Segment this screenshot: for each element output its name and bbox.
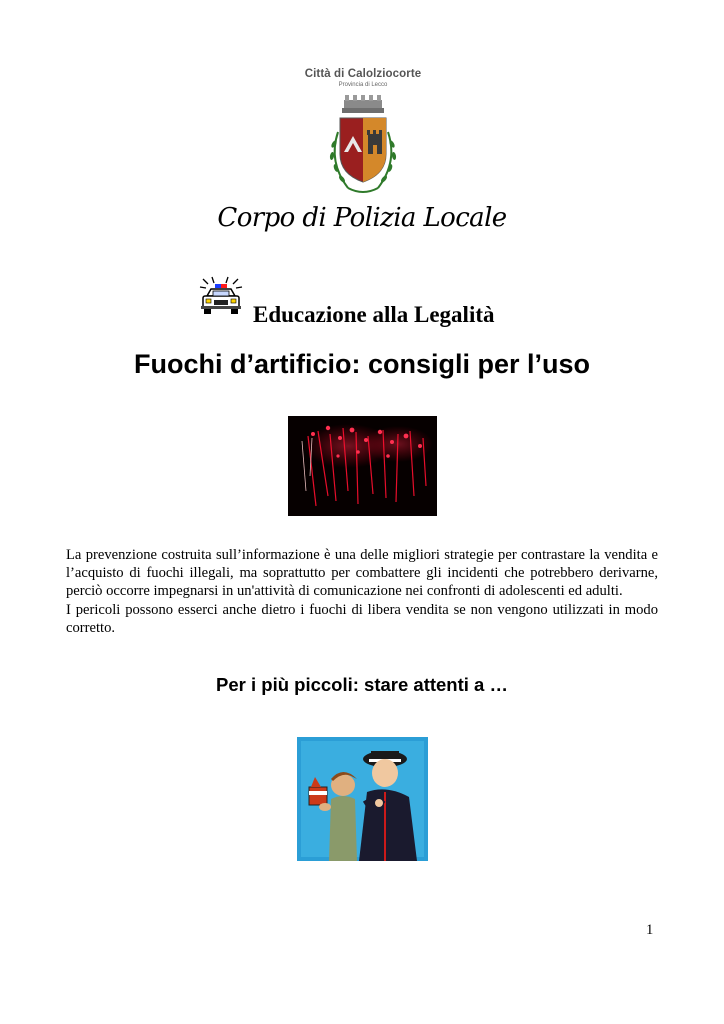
city-logo — [304, 64, 422, 206]
page-number: 1 — [646, 922, 654, 938]
subtitle: Per i più piccoli: stare attenti a … — [216, 674, 508, 695]
body-text — [66, 546, 658, 637]
city-crest-icon — [318, 92, 408, 202]
section-title: Educazione alla Legalità — [253, 302, 495, 327]
paragraph: La prevenzione costruita sull’informazione è una delle migliori strategie per contrastare la vendita e l’acquisto di fuochi illegali, ma soprattutto per combattere gli incidenti che potrebbero derivarne, perciò occorre impegnarsi in un'attività di comunicazione nei confronti di adolescenti ed adulti. — [66, 547, 658, 600]
province-name: Provincia di Lecco — [338, 82, 388, 88]
police-car-icon — [198, 276, 244, 320]
cartoon-image — [297, 737, 428, 861]
department-title: Corpo di Polizia Locale — [217, 203, 507, 233]
paragraph: I pericoli possono esserci anche dietro i fuochi di libera vendita se non vengono utilizzati in modo corretto. — [66, 601, 658, 636]
fireworks-image — [288, 416, 437, 516]
city-name: Città di Calolziocorte — [304, 68, 422, 80]
page-title: Fuochi d’artificio: consigli per l’uso — [133, 349, 591, 379]
